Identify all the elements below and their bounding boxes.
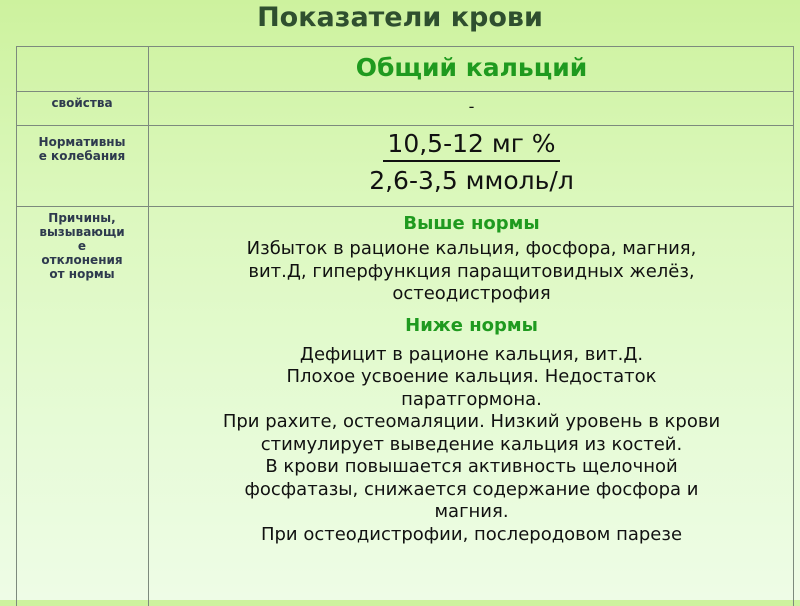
above-norm-heading: Выше нормы — [403, 213, 540, 234]
below-norm-heading: Ниже нормы — [405, 314, 538, 336]
causes-content — [149, 212, 794, 546]
below-norm-line: стимулирует выведение кальция из костей. — [260, 433, 683, 455]
table-row-divider-3 — [16, 206, 794, 207]
row-label-causes-line-5: от нормы — [49, 267, 115, 281]
below-norm-line: Дефицит в рационе кальция, вит.Д. — [299, 343, 644, 365]
row-label-norm — [16, 135, 148, 163]
below-norm-line: При рахите, остеомаляции. Низкий уровень в крови — [222, 411, 721, 432]
below-norm-line: Плохое усвоение кальция. Недостаток — [286, 366, 657, 387]
below-norm-line: В крови повышается активность щелочной — [265, 456, 678, 477]
above-norm-line: вит.Д, гиперфункция паращитовидных желёз, — [248, 260, 695, 282]
table-border-top — [16, 46, 794, 47]
below-norm-line: При остеодистрофии, послеродовом парезе — [260, 523, 683, 545]
properties-value: - — [468, 97, 475, 116]
row-label-norm-line-2: е колебания — [38, 149, 126, 163]
above-norm-line: Избыток в рационе кальция, фосфора, магния, — [246, 238, 697, 259]
table-row-divider-2 — [16, 125, 794, 126]
row-label-norm-line-1: Нормативны — [38, 135, 126, 149]
above-norm-line: остеодистрофия — [392, 283, 551, 304]
below-norm-line: магния. — [434, 501, 509, 522]
row-label-properties: свойства — [51, 96, 113, 110]
below-norm-text — [149, 344, 794, 547]
row-label-causes-line-3: е — [77, 239, 87, 253]
below-norm-line: паратгормона. — [401, 388, 542, 410]
norm-value-mmol: 2,6-3,5 ммоль/л — [369, 166, 574, 195]
column-header-total-calcium: Общий кальций — [355, 53, 588, 82]
row-label-causes-line-2: вызывающи — [39, 225, 125, 239]
table-row-divider-1 — [16, 91, 794, 92]
blood-indicators-table — [16, 46, 794, 606]
table-border-left — [16, 46, 17, 606]
row-label-causes-line-1: Причины, — [48, 211, 116, 225]
below-norm-line: фосфатазы, снижается содержание фосфора и — [244, 478, 699, 500]
page-title: Показатели крови — [257, 2, 543, 33]
row-label-causes-line-4: отклонения — [41, 253, 123, 267]
norm-values — [149, 129, 794, 195]
above-norm-text — [149, 238, 794, 306]
norm-value-mg: 10,5-12 мг % — [383, 129, 559, 162]
row-label-causes — [16, 211, 148, 281]
